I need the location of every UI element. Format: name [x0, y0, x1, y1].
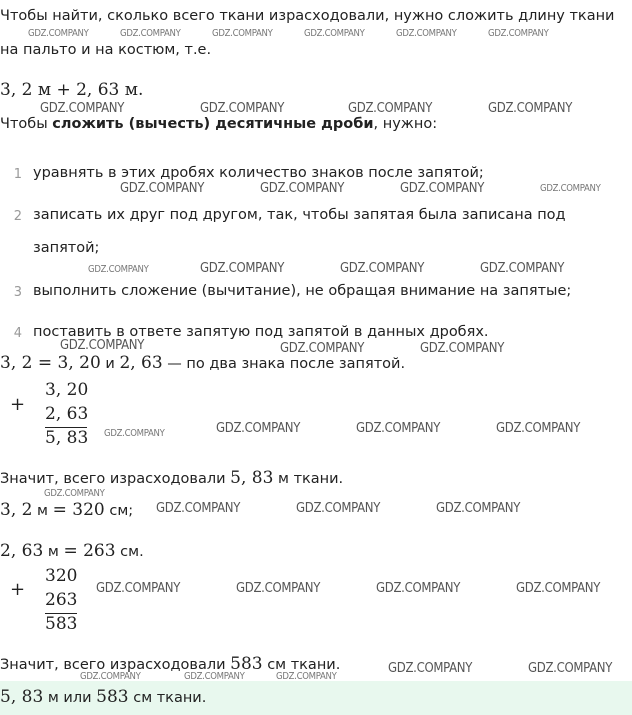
- plus-sign: +: [10, 394, 26, 415]
- math-value: 320: [66, 500, 105, 520]
- watermark: GDZ.COMPANY: [356, 421, 441, 436]
- watermark: GDZ.COMPANY: [436, 501, 521, 516]
- math-value: 583: [230, 654, 263, 674]
- step-text-continued: запятой;: [33, 240, 100, 256]
- column-addend-2: 2, 63: [45, 404, 89, 424]
- column-addend-1: 320: [45, 566, 78, 586]
- equalize-tail: — по два знака после запятой.: [162, 356, 406, 372]
- math-value: 3, 2: [0, 500, 33, 520]
- conclusion-1: [0, 468, 343, 488]
- conclusion-post: м ткани.: [273, 471, 344, 487]
- watermark: GDZ.COMPANY: [120, 28, 181, 39]
- watermark: GDZ.COMPANY: [156, 501, 241, 516]
- equalize-line: [0, 353, 405, 373]
- formula-sum: 3, 2 м + 2, 63 м.: [0, 80, 144, 100]
- watermark: GDZ.COMPANY: [212, 28, 273, 39]
- watermark: GDZ.COMPANY: [88, 264, 149, 275]
- watermark: GDZ.COMPANY: [40, 101, 125, 116]
- watermark: GDZ.COMPANY: [44, 488, 105, 499]
- watermark: GDZ.COMPANY: [496, 421, 581, 436]
- watermark: GDZ.COMPANY: [28, 28, 89, 39]
- math-equals: =: [63, 541, 78, 561]
- watermark: GDZ.COMPANY: [516, 581, 601, 596]
- answer-post: см ткани.: [128, 690, 207, 706]
- math-value: 583: [96, 687, 129, 707]
- watermark: GDZ.COMPANY: [528, 661, 613, 676]
- intro-line-2: на пальто и на костюм, т.е.: [0, 42, 212, 58]
- math-value: 2, 63: [0, 541, 44, 561]
- watermark: GDZ.COMPANY: [348, 101, 433, 116]
- watermark: GDZ.COMPANY: [304, 28, 365, 39]
- watermark: GDZ.COMPANY: [216, 421, 301, 436]
- watermark: GDZ.COMPANY: [200, 261, 285, 276]
- watermark: GDZ.COMPANY: [276, 671, 337, 682]
- watermark: GDZ.COMPANY: [236, 581, 321, 596]
- step-number: 1: [13, 167, 22, 182]
- watermark: GDZ.COMPANY: [260, 181, 345, 196]
- conclusion-post: см ткани.: [262, 657, 341, 673]
- answer-text: [0, 687, 206, 707]
- watermark: GDZ.COMPANY: [340, 261, 425, 276]
- unit-m: м: [43, 544, 64, 560]
- step-text: поставить в ответе запятую под запятой в данных дробях.: [33, 324, 489, 340]
- answer-mid: м или: [43, 690, 97, 706]
- conversion-2: [0, 541, 144, 561]
- column-result: 5, 83: [45, 428, 89, 448]
- watermark: GDZ.COMPANY: [200, 101, 285, 116]
- watermark: GDZ.COMPANY: [280, 341, 365, 356]
- math-equals: =: [52, 500, 67, 520]
- plus-sign: +: [10, 579, 26, 600]
- watermark: GDZ.COMPANY: [96, 581, 181, 596]
- watermark: GDZ.COMPANY: [296, 501, 381, 516]
- step-text: уравнять в этих дробях количество знаков после запятой;: [33, 165, 484, 181]
- watermark: GDZ.COMPANY: [60, 338, 145, 353]
- rule-text: [0, 116, 437, 132]
- step-number: 3: [13, 285, 22, 300]
- watermark: GDZ.COMPANY: [488, 101, 573, 116]
- column-addend-1: 3, 20: [45, 380, 89, 400]
- watermark: GDZ.COMPANY: [480, 261, 565, 276]
- step-text: записать их друг под другом, так, чтобы запятая была записана под: [33, 207, 566, 223]
- math-value: 5, 83: [0, 687, 44, 707]
- step-number: 4: [13, 326, 22, 341]
- math-value: 3, 2: [0, 353, 33, 373]
- math-value: 5, 83: [230, 468, 274, 488]
- step-text: выполнить сложение (вычитание), не обращая внимание на запятые;: [33, 283, 572, 299]
- watermark: GDZ.COMPANY: [396, 28, 457, 39]
- conclusion-pre: Значит, всего израсходовали: [0, 657, 231, 673]
- column-addend-2: 263: [45, 590, 78, 610]
- watermark: GDZ.COMPANY: [376, 581, 461, 596]
- watermark: GDZ.COMPANY: [184, 671, 245, 682]
- math-value: 263: [77, 541, 116, 561]
- column-result: 583: [45, 614, 78, 634]
- unit-m: м: [32, 503, 53, 519]
- rule-pre: Чтобы: [0, 116, 53, 132]
- watermark: GDZ.COMPANY: [80, 671, 141, 682]
- watermark: GDZ.COMPANY: [388, 661, 473, 676]
- watermark: GDZ.COMPANY: [488, 28, 549, 39]
- math-equals: =: [32, 353, 58, 373]
- math-value: 2, 63: [119, 353, 163, 373]
- watermark: GDZ.COMPANY: [120, 181, 205, 196]
- step-number: 2: [13, 209, 22, 224]
- conclusion-pre: Значит, всего израсходовали: [0, 471, 231, 487]
- rule-bold: сложить (вычесть) десятичные дроби: [52, 116, 374, 132]
- conversion-1: [0, 500, 133, 520]
- watermark: GDZ.COMPANY: [420, 341, 505, 356]
- watermark: GDZ.COMPANY: [540, 183, 601, 194]
- unit-cm: см;: [104, 503, 134, 519]
- conjunction: и: [100, 356, 120, 372]
- watermark: GDZ.COMPANY: [104, 428, 165, 439]
- watermark: GDZ.COMPANY: [400, 181, 485, 196]
- unit-cm: см.: [115, 544, 144, 560]
- rule-post: , нужно:: [373, 116, 438, 132]
- intro-line-1: Чтобы найти, сколько всего ткани израсходовали, нужно сложить длину ткани: [0, 8, 615, 24]
- math-value: 3, 20: [57, 353, 101, 373]
